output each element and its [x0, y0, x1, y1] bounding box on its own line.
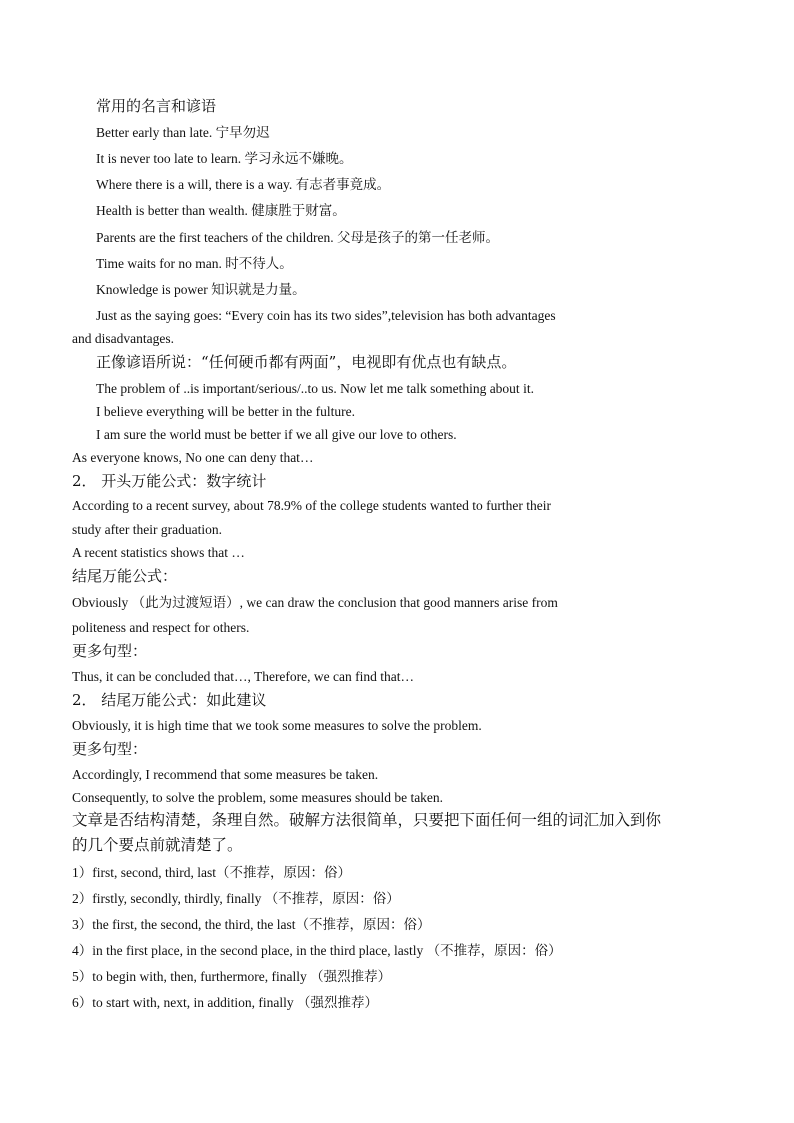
opening-stats-heading: 2． 开头万能公式：数字统计: [72, 472, 267, 490]
ending-line: Obviously （此为过渡短语）, we can draw the conclusion that good manners arise from: [72, 595, 558, 610]
ending-advice-line: Obviously, it is high time that we took some measures to solve the problem.: [72, 718, 482, 733]
proverb-line: Health is better than wealth. 健康胜于财富。: [96, 203, 346, 218]
ending-advice-line: Consequently, to solve the problem, some measures should be taken.: [72, 790, 444, 805]
ending-heading: 结尾万能公式：: [72, 567, 178, 585]
proverb-line: Where there is a will, there is a way. 有志者事竟成。: [96, 177, 391, 192]
extra-line: The problem of ..is important/serious/..to us. Now let me talk something about it.: [96, 381, 534, 396]
ending-advice-line: Accordingly, I recommend that some measures be taken.: [72, 767, 379, 782]
opening-stats-line: A recent statistics shows that …: [72, 545, 245, 560]
more-patterns-line: Thus, it can be concluded that…, Therefore, we can find that…: [72, 669, 415, 684]
opening-stats-line: According to a recent survey, about 78.9% of the college students wanted to further their: [72, 498, 551, 513]
proverbs-heading: 常用的名言和谚语: [96, 97, 217, 115]
as-everyone-line: As everyone knows, No one can deny that…: [72, 450, 314, 465]
proverb-line: Better early than late. 宁早勿迟: [96, 125, 270, 140]
proverb-line: Knowledge is power 知识就是力量。: [96, 282, 306, 297]
transition-list-item: 2）firstly, secondly, thirdly, finally （不推荐，原因：俗）: [72, 891, 400, 906]
transition-list-item: 1）first, second, third, last（不推荐，原因：俗）: [72, 865, 351, 880]
more-patterns-heading: 更多句型：: [72, 642, 148, 660]
ending-line: politeness and respect for others.: [72, 620, 250, 635]
saying-line: Just as the saying goes: “Every coin has its two sides”,television has both advantages: [96, 308, 556, 323]
transition-list-item: 6）to start with, next, in addition, finally （强烈推荐）: [72, 995, 378, 1010]
ending-advice-heading: 2． 结尾万能公式：如此建议: [72, 691, 267, 709]
saying-cn: 正像谚语所说：“任何硬币都有两面”，电视即有优点也有缺点。: [96, 353, 517, 371]
transition-list-item: 5）to begin with, then, furthermore, finally （强烈推荐）: [72, 969, 392, 984]
transition-list-item: 3）the first, the second, the third, the last（不推荐，原因：俗）: [72, 917, 431, 932]
proverb-line: Parents are the first teachers of the children. 父母是孩子的第一任老师。: [96, 230, 500, 245]
saying-line-cont: and disadvantages.: [72, 331, 174, 346]
transition-list-item: 4）in the first place, in the second place, in the third place, lastly （不推荐，原因：俗）: [72, 943, 562, 958]
extra-line: I believe everything will be better in the fulture.: [96, 404, 356, 419]
proverb-line: It is never too late to learn. 学习永远不嫌晚。: [96, 151, 353, 166]
more-patterns-heading: 更多句型：: [72, 740, 148, 758]
proverb-line: Time waits for no man. 时不待人。: [96, 256, 293, 271]
opening-stats-line: study after their graduation.: [72, 522, 222, 537]
structure-intro: 文章是否结构清楚，条理自然。破解方法很简单，只要把下面任何一组的词汇加入到你: [72, 811, 662, 829]
extra-line: I am sure the world must be better if we all give our love to others.: [96, 427, 457, 442]
structure-intro-cont: 的几个要点前就清楚了。: [72, 836, 243, 854]
